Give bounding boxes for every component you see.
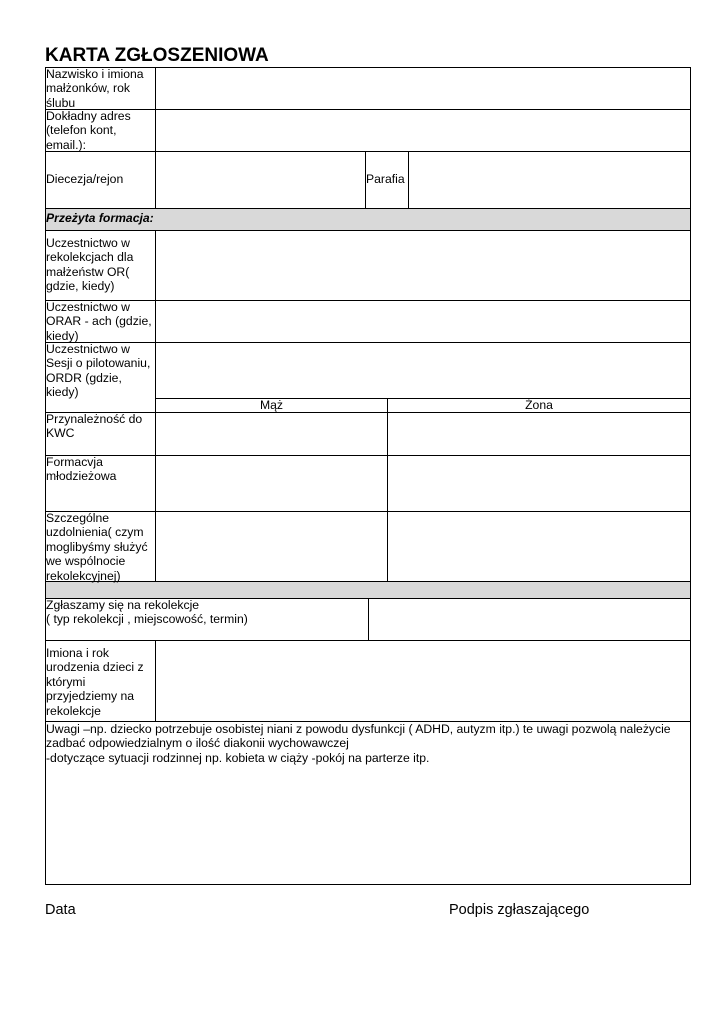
date-label: Data <box>45 902 76 918</box>
address-label: Dokładny adres (telefon kont, email.): <box>46 109 131 152</box>
signup-label: Zgłaszamy się na rekolekcje ( typ rekolekcji , miejscowość, termin) <box>46 598 248 627</box>
wife-column-header: Żona <box>525 398 553 412</box>
pilot-session-label: Uczestnictwo w Sesji o pilotowaniu, ORDR (gdzie, kiedy) <box>46 342 151 400</box>
orar-label: Uczestnictwo w ORAR - ach (gdzie, kiedy) <box>46 300 152 343</box>
diocese-label: Diecezja/rejon <box>46 172 124 186</box>
notes-label: Uwagi –np. dziecko potrzebuje osobistej niani z powodu dysfunkcji ( ADHD, autyzm itp.) te uwagi pozwolą należycie zadbać odpowiedzialnym o ilość diakonii wychowawczej -dotyczące sytuacji rodzinnej np. kobieta w ciąży -pokój na parterze itp. <box>46 722 671 765</box>
husband-column-header: Mąż <box>259 398 284 412</box>
names-label: Nazwisko i imiona małżonków, rok ślubu <box>46 67 144 110</box>
registration-form-table <box>45 67 691 885</box>
youth-formation-label: Formacvja młodzieżowa <box>46 455 117 484</box>
kwc-label: Przynależność do KWC <box>46 412 143 441</box>
separator-shade <box>45 581 691 598</box>
talents-label: Szczególne uzdolnienia( czym moglibyśmy służyć we wspólnocie rekolekcyjnej) <box>46 511 148 583</box>
children-label: Imiona i rok urodzenia dzieci z którymi przyjedziemy na rekolekcje <box>46 646 144 718</box>
or-retreats-label: Uczestnictwo w rekolekcjach dla małżeństw OR( gdzie, kiedy) <box>46 236 134 294</box>
signature-label: Podpis zgłaszającego <box>449 902 590 918</box>
page-title: KARTA ZGŁOSZENIOWA <box>45 45 269 66</box>
parish-label: Parafia <box>366 172 405 186</box>
formation-header: Przeżyta formacja: <box>46 211 154 225</box>
